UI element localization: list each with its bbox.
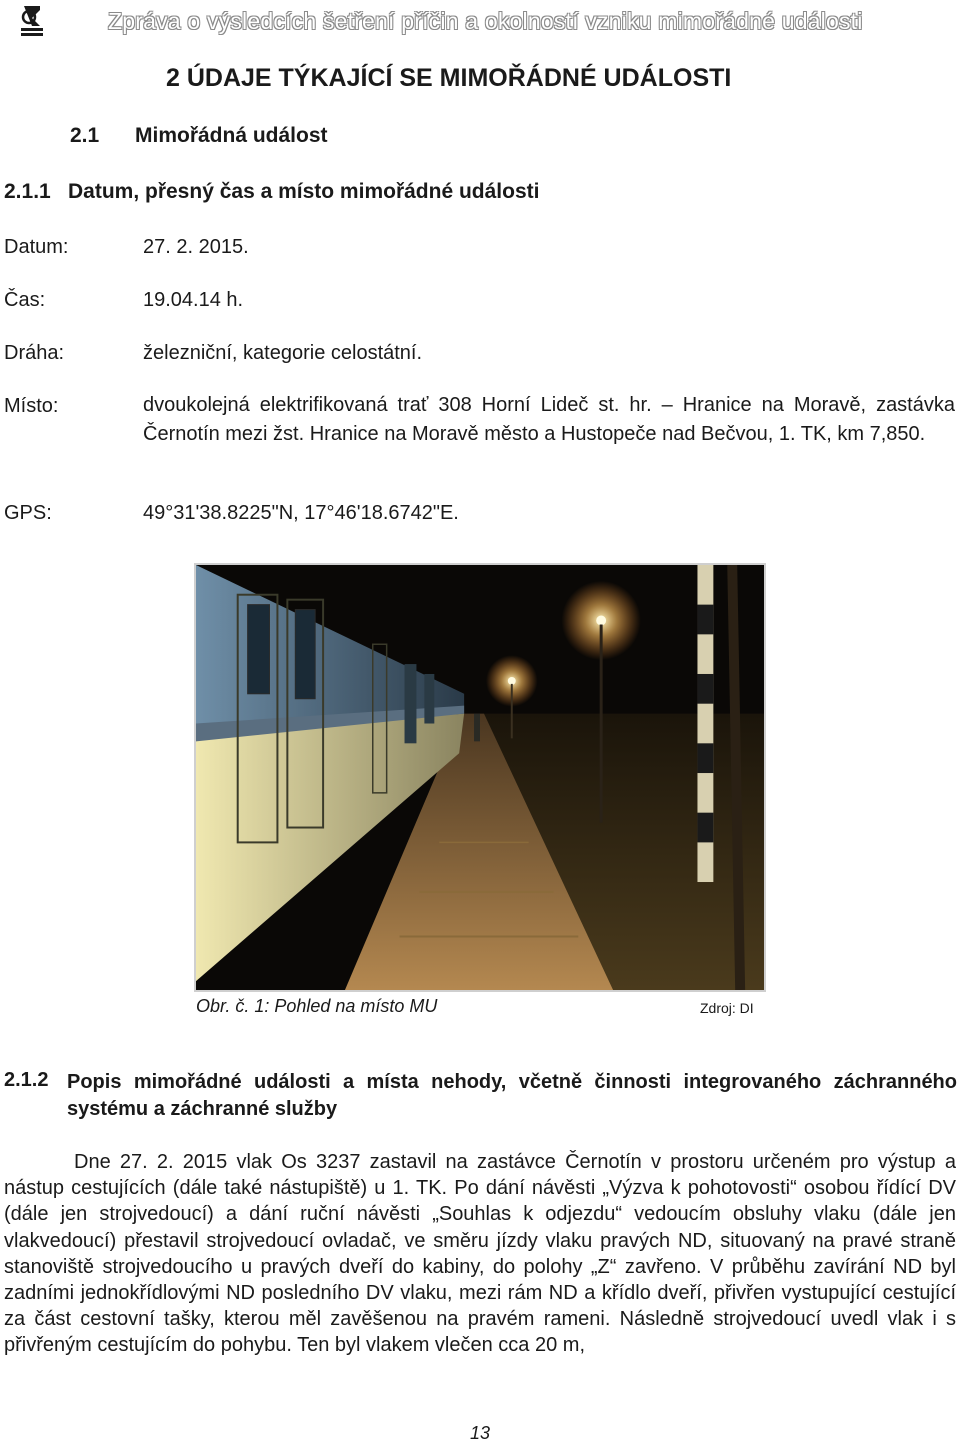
- gps-label: GPS:: [4, 502, 52, 524]
- misto-value: dvoukolejná elektrifikovaná trať 308 Horní Lideč st. hr. – Hranice na Moravě, zastávka Černotín mezi žst. Hranice na Moravě město a Hustopeče nad Bečvou, 1. TK, km 7,850.: [143, 394, 955, 445]
- cas-value: 19.04.14 h.: [143, 289, 244, 311]
- datum-label: Datum:: [4, 236, 69, 258]
- section-2-1-1-number: 2.1.1: [4, 180, 51, 203]
- section-2-1-title: Mimořádná událost: [135, 124, 328, 147]
- draha-value: železniční, kategorie celostátní.: [143, 342, 423, 364]
- drazni-inspekce-logo: [18, 4, 46, 38]
- section-2-heading: 2 ÚDAJE TÝKAJÍCÍ SE MIMOŘÁDNÉ UDÁLOSTI: [166, 64, 732, 92]
- gps-value: 49°31'38.8225"N, 17°46'18.6742"E.: [143, 502, 459, 524]
- draha-label: Dráha:: [4, 342, 65, 364]
- section-2-1-2-number: 2.1.2: [4, 1069, 49, 1091]
- cas-label: Čas:: [4, 289, 46, 311]
- datum-value: 27. 2. 2015.: [143, 236, 249, 258]
- header-title: Zpráva o výsledcích šetření příčin a okolností vzniku mimořádné události: [108, 8, 863, 34]
- section-2-1-1-title: Datum, přesný čas a místo mimořádné události: [68, 180, 540, 203]
- accident-site-photo: [194, 563, 766, 992]
- section-2-1-number: 2.1: [70, 124, 100, 147]
- body-paragraph: Dne 27. 2. 2015 vlak Os 3237 zastavil na zastávce Černotín v prostoru určeném pro výstup a nástup cestujících (dále také nástupiště) u 1. TK. Po dání návěsti „Výzva k pohotovosti“ osobou řídící DV (dále jen strojvedoucí) a dání ruční návěsti „Souhlas k odjezdu“ vedoucím obsluhy vlaku (dále jen vlakvedoucí) přestavil strojvedoucí ovladač, ve směru jízdy vlaku pravých ND, situovaný na pravé straně stanoviště strojvedoucího u pravých dveří do kabiny, do polohy „Z“ zavřeno. V průběhu zavírání ND byl zadními jednokřídlovými ND posledního DV vlaku, mezi rám ND a křídlo dveří, přivřen vystupující cestující za část cestovní tašky, kterou měl zavěšenou na pravém rameni. Následně strojvedoucí uvedl vlak i s přivřeným cestujícím do pohybu. Ten byl vlakem vlečen cca 20 m,: [4, 1151, 956, 1357]
- misto-label: Místo:: [4, 395, 59, 417]
- section-2-1-2-title: Popis mimořádné události a místa nehody, včetně činnosti integrovaného záchranného systému a záchranné služby: [67, 1071, 957, 1120]
- figure-caption: Obr. č. 1: Pohled na místo MU: [196, 996, 438, 1016]
- page-number: 13: [469, 1423, 491, 1443]
- figure-source: Zdroj: DI: [700, 1000, 754, 1016]
